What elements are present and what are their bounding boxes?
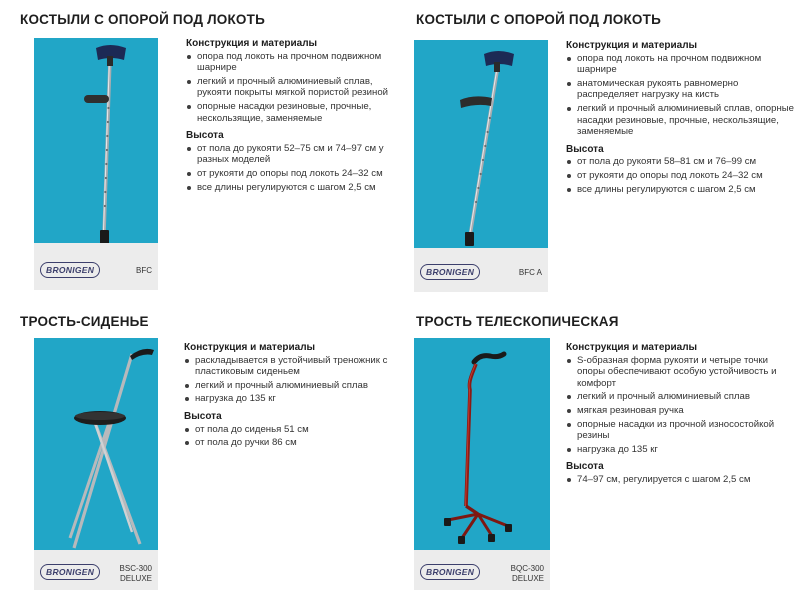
- product-title: КОСТЫЛИ С ОПОРОЙ ПОД ЛОКОТЬ: [20, 12, 265, 27]
- list-item: нагрузка до 135 кг: [184, 393, 400, 405]
- list-item: опорные насадки из прочной износостойкой резины: [566, 419, 796, 442]
- product-title: КОСТЫЛИ С ОПОРОЙ ПОД ЛОКОТЬ: [416, 12, 661, 27]
- product-description: [566, 40, 796, 197]
- model-label: BFC: [136, 266, 152, 275]
- list-item: опорные насадки резиновые, прочные, нескользящие, заменяемые: [186, 101, 398, 124]
- forearm-crutch-image: [34, 38, 158, 243]
- construction-list: [566, 53, 796, 138]
- height-list: [184, 424, 400, 449]
- height-heading: Высота: [566, 461, 604, 473]
- construction-heading: Конструкция и материалы: [184, 342, 316, 353]
- height-heading: Высота: [566, 143, 604, 155]
- list-item: легкий и прочный алюминиевый сплав, рукояти покрыты мягкой пористой резиной: [186, 76, 398, 99]
- construction-list: [184, 355, 400, 405]
- brand-logo: BRONIGEN: [40, 262, 100, 278]
- model-label: BFC A: [518, 268, 542, 277]
- quad-cane-image: [414, 338, 550, 550]
- brand-logo: BRONIGEN: [420, 264, 480, 280]
- seat-cane-image: [34, 338, 158, 550]
- construction-list: [566, 355, 796, 456]
- list-item: опора под локоть на прочном подвижном шарнире: [186, 51, 398, 74]
- height-list: [566, 156, 796, 195]
- list-item: от пола до ручки 86 см: [184, 437, 400, 449]
- height-list: [186, 143, 398, 193]
- list-item: легкий и прочный алюминиевый сплав: [184, 380, 400, 392]
- list-item: все длины регулируются с шагом 2,5 см: [186, 182, 398, 194]
- list-item: раскладывается в устойчивый треножник с пластиковым сиденьем: [184, 355, 400, 378]
- list-item: легкий и прочный алюминиевый сплав, опорные насадки резиновые, прочные, нескользящие, заменяемые: [566, 103, 796, 138]
- forearm-crutch-photo: [34, 38, 158, 243]
- product-image-panel: [34, 38, 158, 290]
- anatomic-crutch-image: [414, 40, 548, 248]
- product-card-seat-cane: [12, 312, 400, 602]
- list-item: 74–97 см, регулируется с шагом 2,5 см: [566, 474, 796, 486]
- product-card-forearm-crutch-bfc: [12, 8, 400, 298]
- product-title: ТРОСТЬ ТЕЛЕСКОПИЧЕСКАЯ: [416, 314, 619, 329]
- product-description: [184, 342, 400, 451]
- height-heading: Высота: [186, 130, 224, 142]
- list-item: мягкая резиновая ручка: [566, 405, 796, 417]
- list-item: S-образная форма рукояти и четыре точки опоры обеспечивают особую устойчивость и комфорт: [566, 355, 796, 390]
- quad-cane-photo: [414, 338, 550, 550]
- brand-logo: BRONIGEN: [40, 564, 100, 580]
- anatomic-crutch-photo: [414, 40, 548, 248]
- product-image-panel: [414, 40, 548, 292]
- product-description: [186, 38, 398, 195]
- product-title: ТРОСТЬ-СИДЕНЬЕ: [20, 314, 149, 329]
- product-image-panel: [34, 338, 158, 590]
- product-description: [566, 342, 796, 488]
- list-item: нагрузка до 135 кг: [566, 444, 796, 456]
- seat-cane-photo: [34, 338, 158, 550]
- list-item: все длины регулируются с шагом 2,5 см: [566, 184, 796, 196]
- height-list: [566, 474, 796, 486]
- construction-heading: Конструкция и материалы: [186, 38, 318, 49]
- list-item: от пола до сиденья 51 см: [184, 424, 400, 436]
- model-label: BQC-300 DELUXE: [510, 564, 544, 583]
- list-item: анатомическая рукоять равномерно распределяет нагрузку на кисть: [566, 78, 796, 101]
- product-card-forearm-crutch-bfca: [412, 8, 800, 298]
- list-item: легкий и прочный алюминиевый сплав: [566, 391, 796, 403]
- construction-heading: Конструкция и материалы: [566, 40, 698, 51]
- list-item: от рукояти до опоры под локоть 24–32 см: [566, 170, 796, 182]
- product-card-telescopic-cane: [412, 312, 800, 602]
- list-item: опора под локоть на прочном подвижном шарнире: [566, 53, 796, 76]
- list-item: от пола до рукояти 58–81 см и 76–99 см: [566, 156, 796, 168]
- construction-list: [186, 51, 398, 125]
- list-item: от рукояти до опоры под локоть 24–32 см: [186, 168, 398, 180]
- model-label: BSC-300 DELUXE: [119, 564, 152, 583]
- construction-heading: Конструкция и материалы: [566, 342, 698, 353]
- product-image-panel: [414, 338, 550, 590]
- list-item: от пола до рукояти 52–75 см и 74–97 см у разных моделей: [186, 143, 398, 166]
- height-heading: Высота: [184, 410, 222, 422]
- brand-logo: BRONIGEN: [420, 564, 480, 580]
